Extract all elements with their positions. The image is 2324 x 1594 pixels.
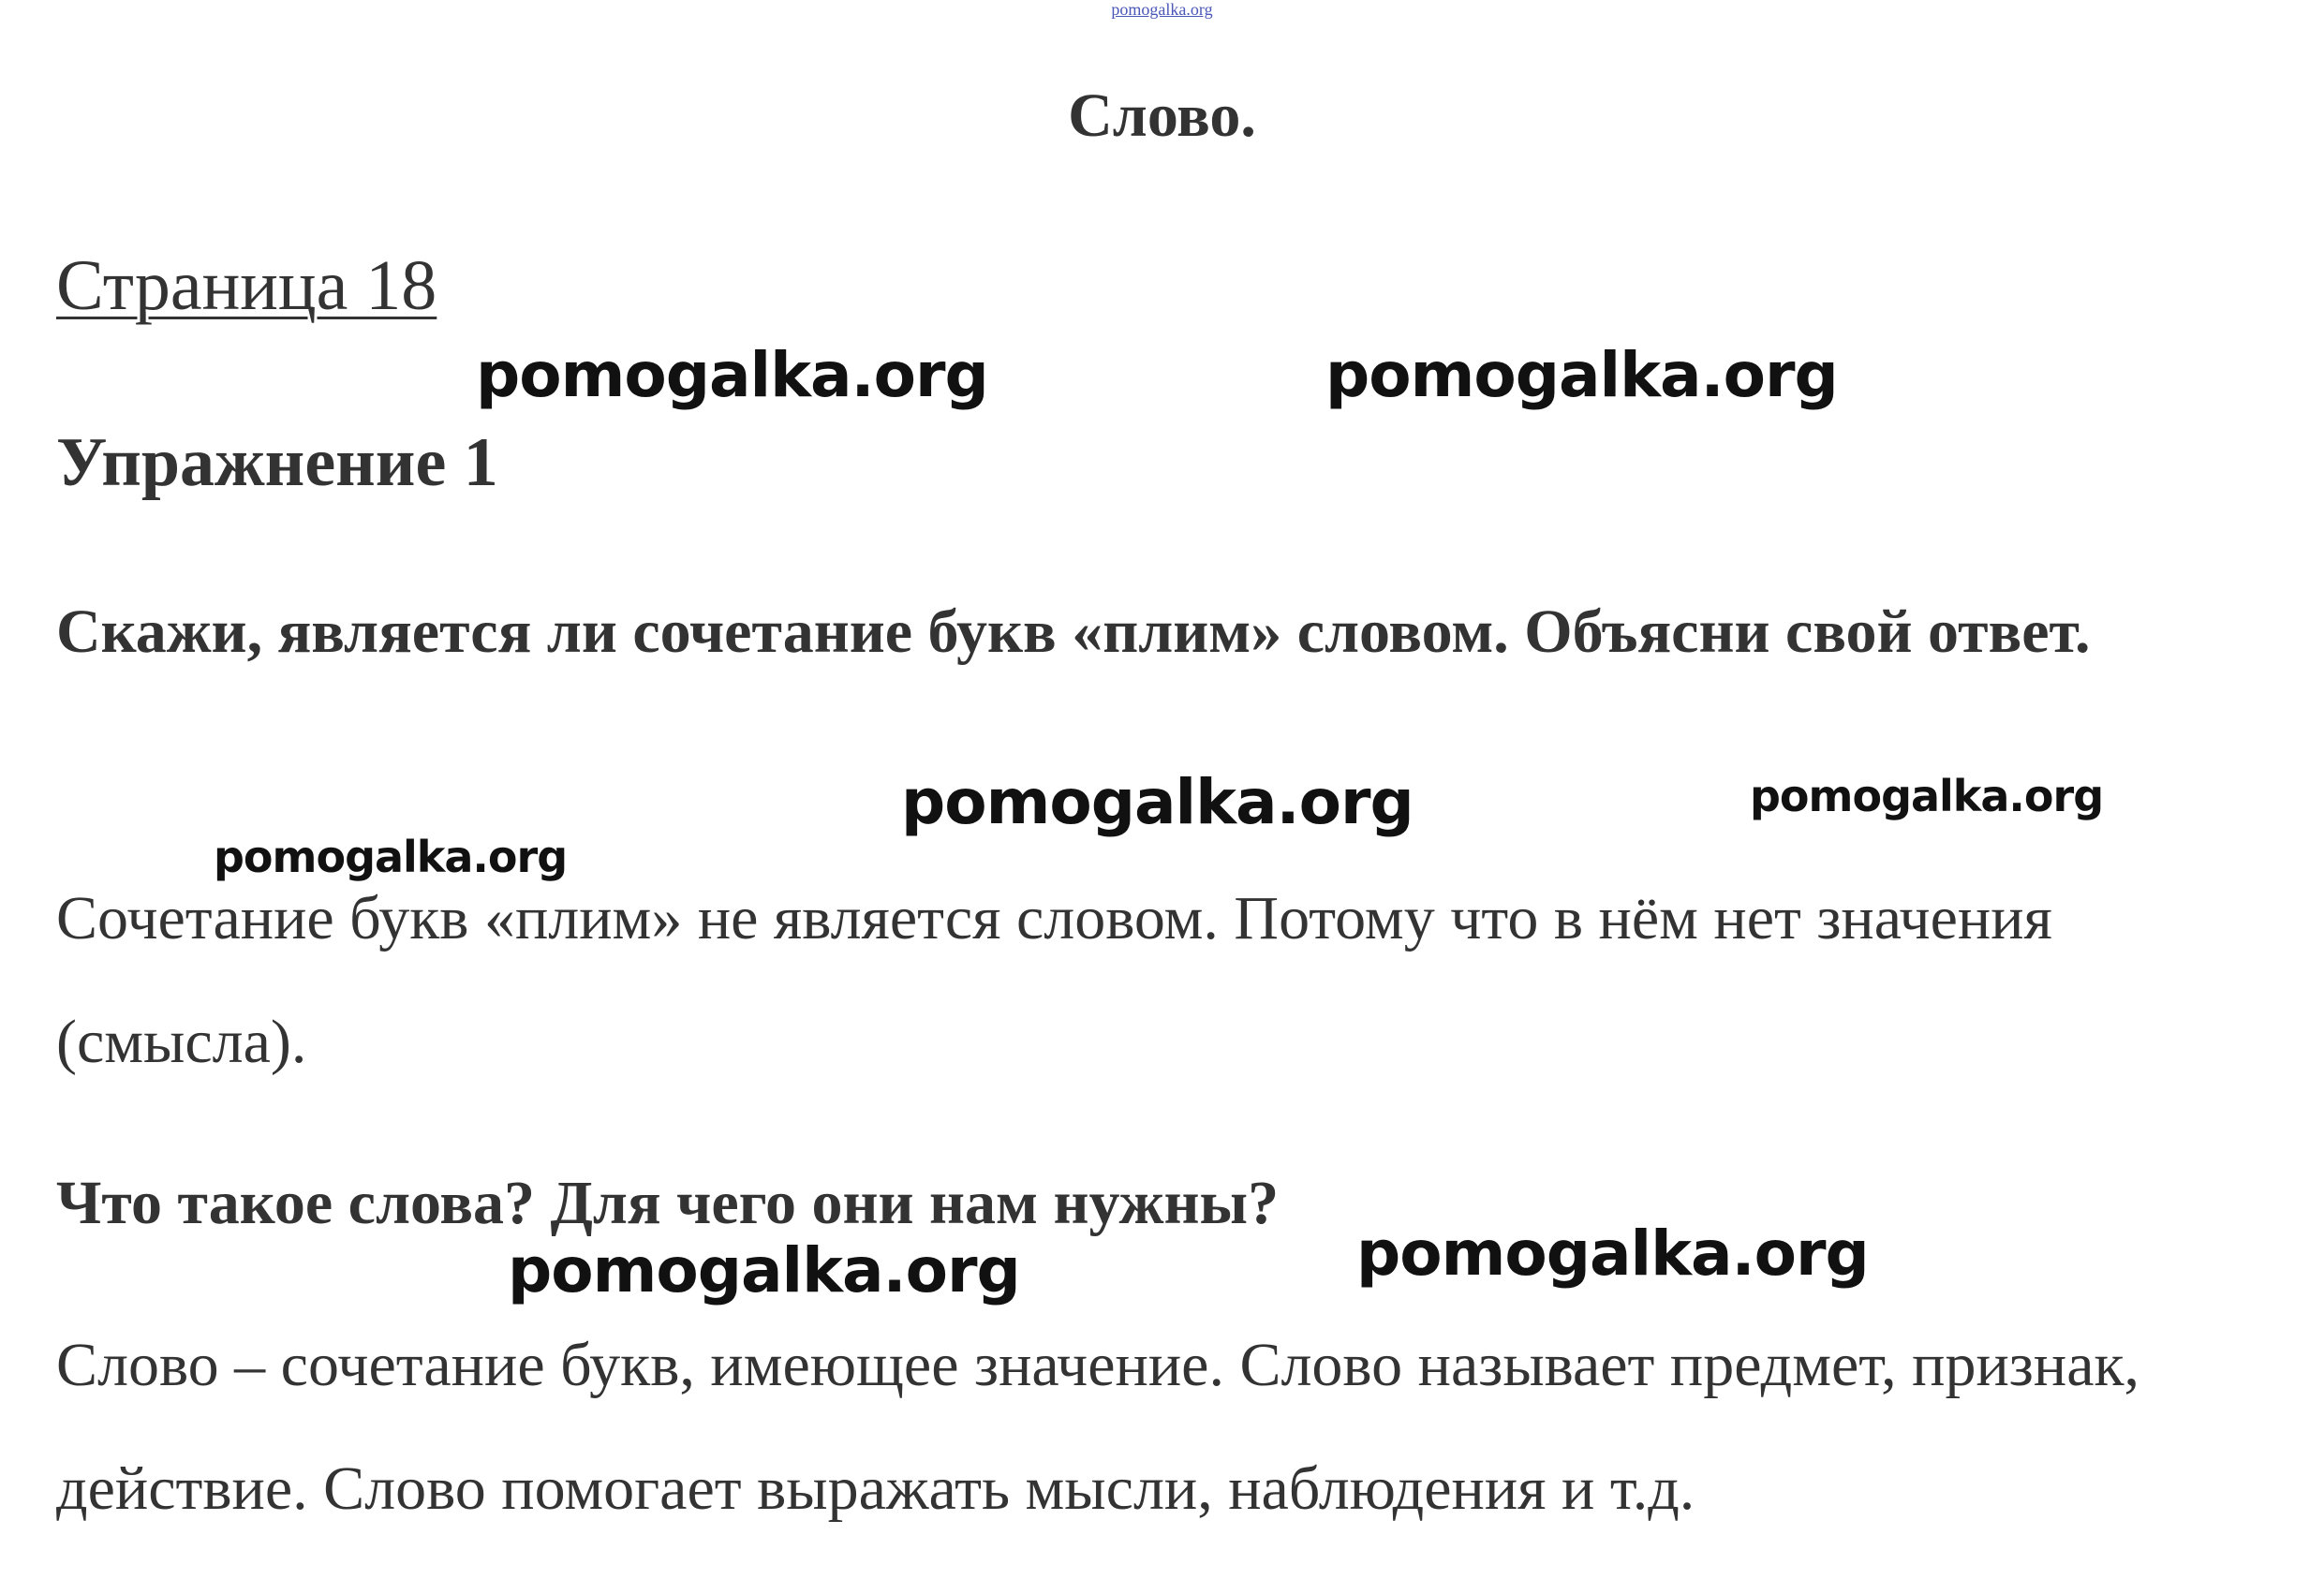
site-mark-link[interactable]: pomogalka.org	[1111, 0, 1213, 19]
watermark: pomogalka.org	[901, 766, 1414, 838]
watermark: pomogalka.org	[214, 832, 568, 882]
watermark: pomogalka.org	[1325, 339, 1838, 411]
watermark: pomogalka.org	[1750, 771, 2104, 821]
watermark: pomogalka.org	[476, 339, 988, 411]
answer-2: Слово – сочетание букв, имеющее значение. Слово называет предмет, признак, действие. Слово помогает выражать мысли, наблюдения и т.д.	[56, 1331, 2140, 1523]
question-1: Скажи, является ли сочетание букв «плим» словом. Объясни свой ответ.	[56, 598, 2091, 666]
question-2: Что такое слова? Для чего они нам нужны?	[56, 1169, 1280, 1237]
document-title: Слово.	[1068, 81, 1256, 150]
watermark: pomogalka.org	[508, 1234, 1020, 1306]
page-number-link[interactable]: Страница 18	[56, 246, 437, 325]
answer-1: Сочетание букв «плим» не является словом. Потому что в нём нет значения (смысла).	[56, 884, 2052, 1076]
watermark: pomogalka.org	[1356, 1218, 1869, 1290]
exercise-heading: Упражнение 1	[56, 424, 498, 501]
